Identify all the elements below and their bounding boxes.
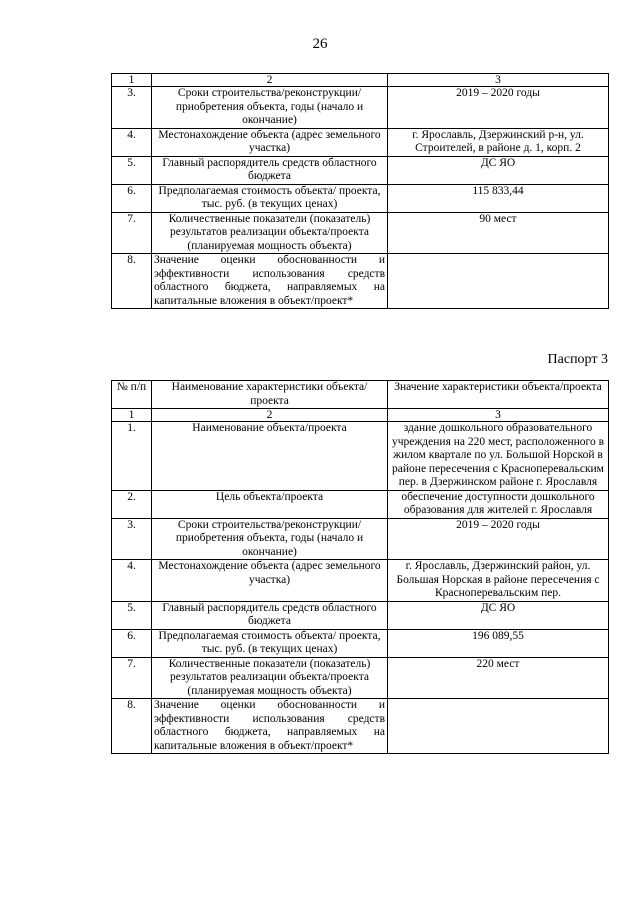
characteristic-value: г. Ярославль, Дзержинский район, ул. Большая Норская в районе пересечения с Красноперевальским пер. bbox=[388, 560, 609, 602]
table-row bbox=[112, 518, 609, 560]
table-row bbox=[112, 184, 609, 212]
table-row bbox=[112, 128, 609, 156]
characteristic-value: обеспечение доступности дошкольного образования для жителей г. Ярославля bbox=[388, 490, 609, 518]
row-number: 5. bbox=[112, 156, 152, 184]
characteristic-value: 115 833,44 bbox=[388, 184, 609, 212]
characteristic-name: Наименование объекта/проекта bbox=[152, 422, 388, 491]
row-number: 4. bbox=[112, 560, 152, 602]
row-number: 3. bbox=[112, 87, 152, 129]
characteristic-name: Главный распорядитель средств областного бюджета bbox=[152, 601, 388, 629]
table-row bbox=[112, 87, 609, 129]
characteristic-name: Значение оценки обоснованности и эффективности использования средств областного бюджета, направляемых на капитальные вложения в объект/проект* bbox=[152, 254, 388, 309]
characteristic-value bbox=[388, 699, 609, 754]
characteristic-value: 196 089,55 bbox=[388, 629, 609, 657]
index-cell: 2 bbox=[152, 409, 388, 422]
characteristic-name: Значение оценки обоснованности и эффективности использования средств областного бюджета, направляемых на капитальные вложения в объект/проект* bbox=[152, 699, 388, 754]
characteristic-name: Сроки строительства/реконструкции/ приобретения объекта, годы (начало и окончание) bbox=[152, 87, 388, 129]
characteristic-value: здание дошкольного образовательного учреждения на 220 мест, расположенного в жилом квартале по ул. Большой Норской в районе пересечения с Красноперевальским пер. в Дзержинском районе г. Ярославля bbox=[388, 422, 609, 491]
table-index-row bbox=[112, 74, 609, 87]
passport-2-continuation-table bbox=[111, 73, 609, 309]
characteristic-name: Местонахождение объекта (адрес земельного участка) bbox=[152, 560, 388, 602]
table-row bbox=[112, 657, 609, 699]
row-number: 7. bbox=[112, 657, 152, 699]
index-cell: 3 bbox=[388, 74, 609, 87]
index-cell: 2 bbox=[152, 74, 388, 87]
characteristic-name: Количественные показатели (показатель) результатов реализации объекта/проекта (планируемая мощность объекта) bbox=[152, 212, 388, 254]
table-row bbox=[112, 560, 609, 602]
row-number: 2. bbox=[112, 490, 152, 518]
page-number: 26 bbox=[312, 36, 328, 52]
characteristic-value: 2019 – 2020 годы bbox=[388, 87, 609, 129]
characteristic-name: Сроки строительства/реконструкции/ приобретения объекта, годы (начало и окончание) bbox=[152, 518, 388, 560]
characteristic-name: Цель объекта/проекта bbox=[152, 490, 388, 518]
table-row bbox=[112, 422, 609, 491]
characteristic-name: Местонахождение объекта (адрес земельного участка) bbox=[152, 128, 388, 156]
row-number: 8. bbox=[112, 699, 152, 754]
characteristic-name: Предполагаемая стоимость объекта/ проекта, тыс. руб. (в текущих ценах) bbox=[152, 184, 388, 212]
index-cell: 1 bbox=[112, 74, 152, 87]
table-row bbox=[112, 490, 609, 518]
table-index-row bbox=[112, 409, 609, 422]
characteristic-value: 90 мест bbox=[388, 212, 609, 254]
row-number: 6. bbox=[112, 184, 152, 212]
table-row bbox=[112, 629, 609, 657]
characteristic-name: Предполагаемая стоимость объекта/ проекта, тыс. руб. (в текущих ценах) bbox=[152, 629, 388, 657]
table-row bbox=[112, 699, 609, 754]
row-number: 6. bbox=[112, 629, 152, 657]
index-cell: 3 bbox=[388, 409, 609, 422]
characteristic-value bbox=[388, 254, 609, 309]
row-number: 8. bbox=[112, 254, 152, 309]
table-row bbox=[112, 601, 609, 629]
characteristic-name: Главный распорядитель средств областного бюджета bbox=[152, 156, 388, 184]
table-row bbox=[112, 212, 609, 254]
characteristic-value: 220 мест bbox=[388, 657, 609, 699]
passport-3-table bbox=[111, 380, 609, 754]
row-number: 5. bbox=[112, 601, 152, 629]
characteristic-value: ДС ЯО bbox=[388, 601, 609, 629]
row-number: 3. bbox=[112, 518, 152, 560]
row-number: 4. bbox=[112, 128, 152, 156]
passport-title: Паспорт 3 bbox=[547, 352, 608, 367]
header-number: № п/п bbox=[112, 381, 152, 409]
row-number: 7. bbox=[112, 212, 152, 254]
header-characteristic-name: Наименование характеристики объекта/проекта bbox=[152, 381, 388, 409]
index-cell: 1 bbox=[112, 409, 152, 422]
row-number: 1. bbox=[112, 422, 152, 491]
characteristic-name: Количественные показатели (показатель) результатов реализации объекта/проекта (планируемая мощность объекта) bbox=[152, 657, 388, 699]
table-row bbox=[112, 254, 609, 309]
table-header-row bbox=[112, 381, 609, 409]
header-characteristic-value: Значение характеристики объекта/проекта bbox=[388, 381, 609, 409]
characteristic-value: 2019 – 2020 годы bbox=[388, 518, 609, 560]
characteristic-value: г. Ярославль, Дзержинский р-н, ул. Строителей, в районе д. 1, корп. 2 bbox=[388, 128, 609, 156]
table-row bbox=[112, 156, 609, 184]
characteristic-value: ДС ЯО bbox=[388, 156, 609, 184]
